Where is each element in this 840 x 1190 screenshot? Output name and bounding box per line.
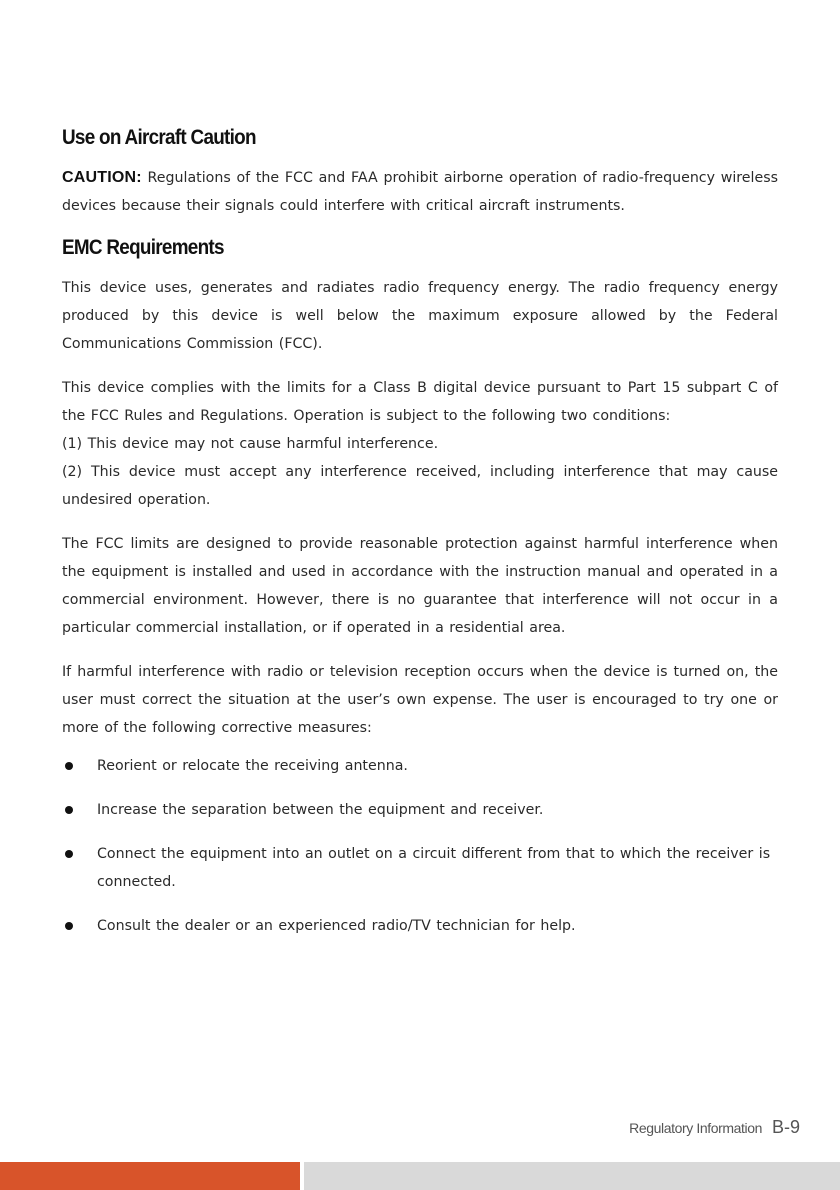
emc-paragraph-3: The FCC limits are designed to provide reasonable protection against harmful interference when the equipment is installed and used in accordance with the instruction manual and operated in a commercial environment. However, there is no guarantee that interference will not occur in a particular commercial installation, or if operated in a residential area. bbox=[62, 536, 778, 636]
emc-condition-2: (2) This device must accept any interference received, including interference that may cause undesired operation. bbox=[62, 464, 778, 508]
footer-accent-bar bbox=[0, 1162, 300, 1190]
heading-emc-requirements: EMC Requirements bbox=[62, 236, 224, 259]
footer-grey-bar bbox=[304, 1162, 840, 1190]
corrective-measures-list bbox=[62, 752, 778, 940]
list-item-text: Consult the dealer or an experienced radio/TV technician for help. bbox=[97, 918, 576, 934]
caution-label: CAUTION: bbox=[62, 169, 142, 186]
document-page bbox=[62, 122, 778, 956]
list-item bbox=[62, 840, 778, 896]
list-item-text: Connect the equipment into an outlet on a circuit different from that to which the receiver is connected. bbox=[97, 846, 771, 890]
page-number: B-9 bbox=[771, 1117, 800, 1137]
emc-paragraph-4: If harmful interference with radio or television reception occurs when the device is turned on, the user must correct the situation at the user’s own expense. The user is encouraged to try one or more of the following corrective measures: bbox=[62, 664, 778, 736]
page-footer bbox=[629, 1117, 800, 1138]
heading-aircraft-caution: Use on Aircraft Caution bbox=[62, 126, 256, 149]
emc-paragraph-1: This device uses, generates and radiates radio frequency energy. The radio frequency energy produced by this device is well below the maximum exposure allowed by the Federal Communications Commission (FCC). bbox=[62, 280, 778, 352]
list-item-text: Increase the separation between the equipment and receiver. bbox=[97, 802, 544, 818]
list-item-text: Reorient or relocate the receiving antenna. bbox=[97, 758, 408, 774]
bullet-icon bbox=[65, 806, 73, 814]
bullet-icon bbox=[65, 850, 73, 858]
list-item bbox=[62, 796, 778, 824]
list-item bbox=[62, 912, 778, 940]
caution-paragraph bbox=[62, 164, 778, 220]
emc-condition-1: (1) This device may not cause harmful interference. bbox=[62, 436, 439, 452]
bullet-icon bbox=[65, 922, 73, 930]
bullet-icon bbox=[65, 762, 73, 770]
list-item bbox=[62, 752, 778, 780]
caution-text: Regulations of the FCC and FAA prohibit airborne operation of radio-frequency wireless devices because their signals could interfere with critical aircraft instruments. bbox=[62, 170, 778, 214]
emc-paragraph-2: This device complies with the limits for a Class B digital device pursuant to Part 15 subpart C of the FCC Rules and Regulations. Operation is subject to the following two conditions: bbox=[62, 380, 778, 424]
footer-section-name: Regulatory Information bbox=[629, 1120, 762, 1136]
